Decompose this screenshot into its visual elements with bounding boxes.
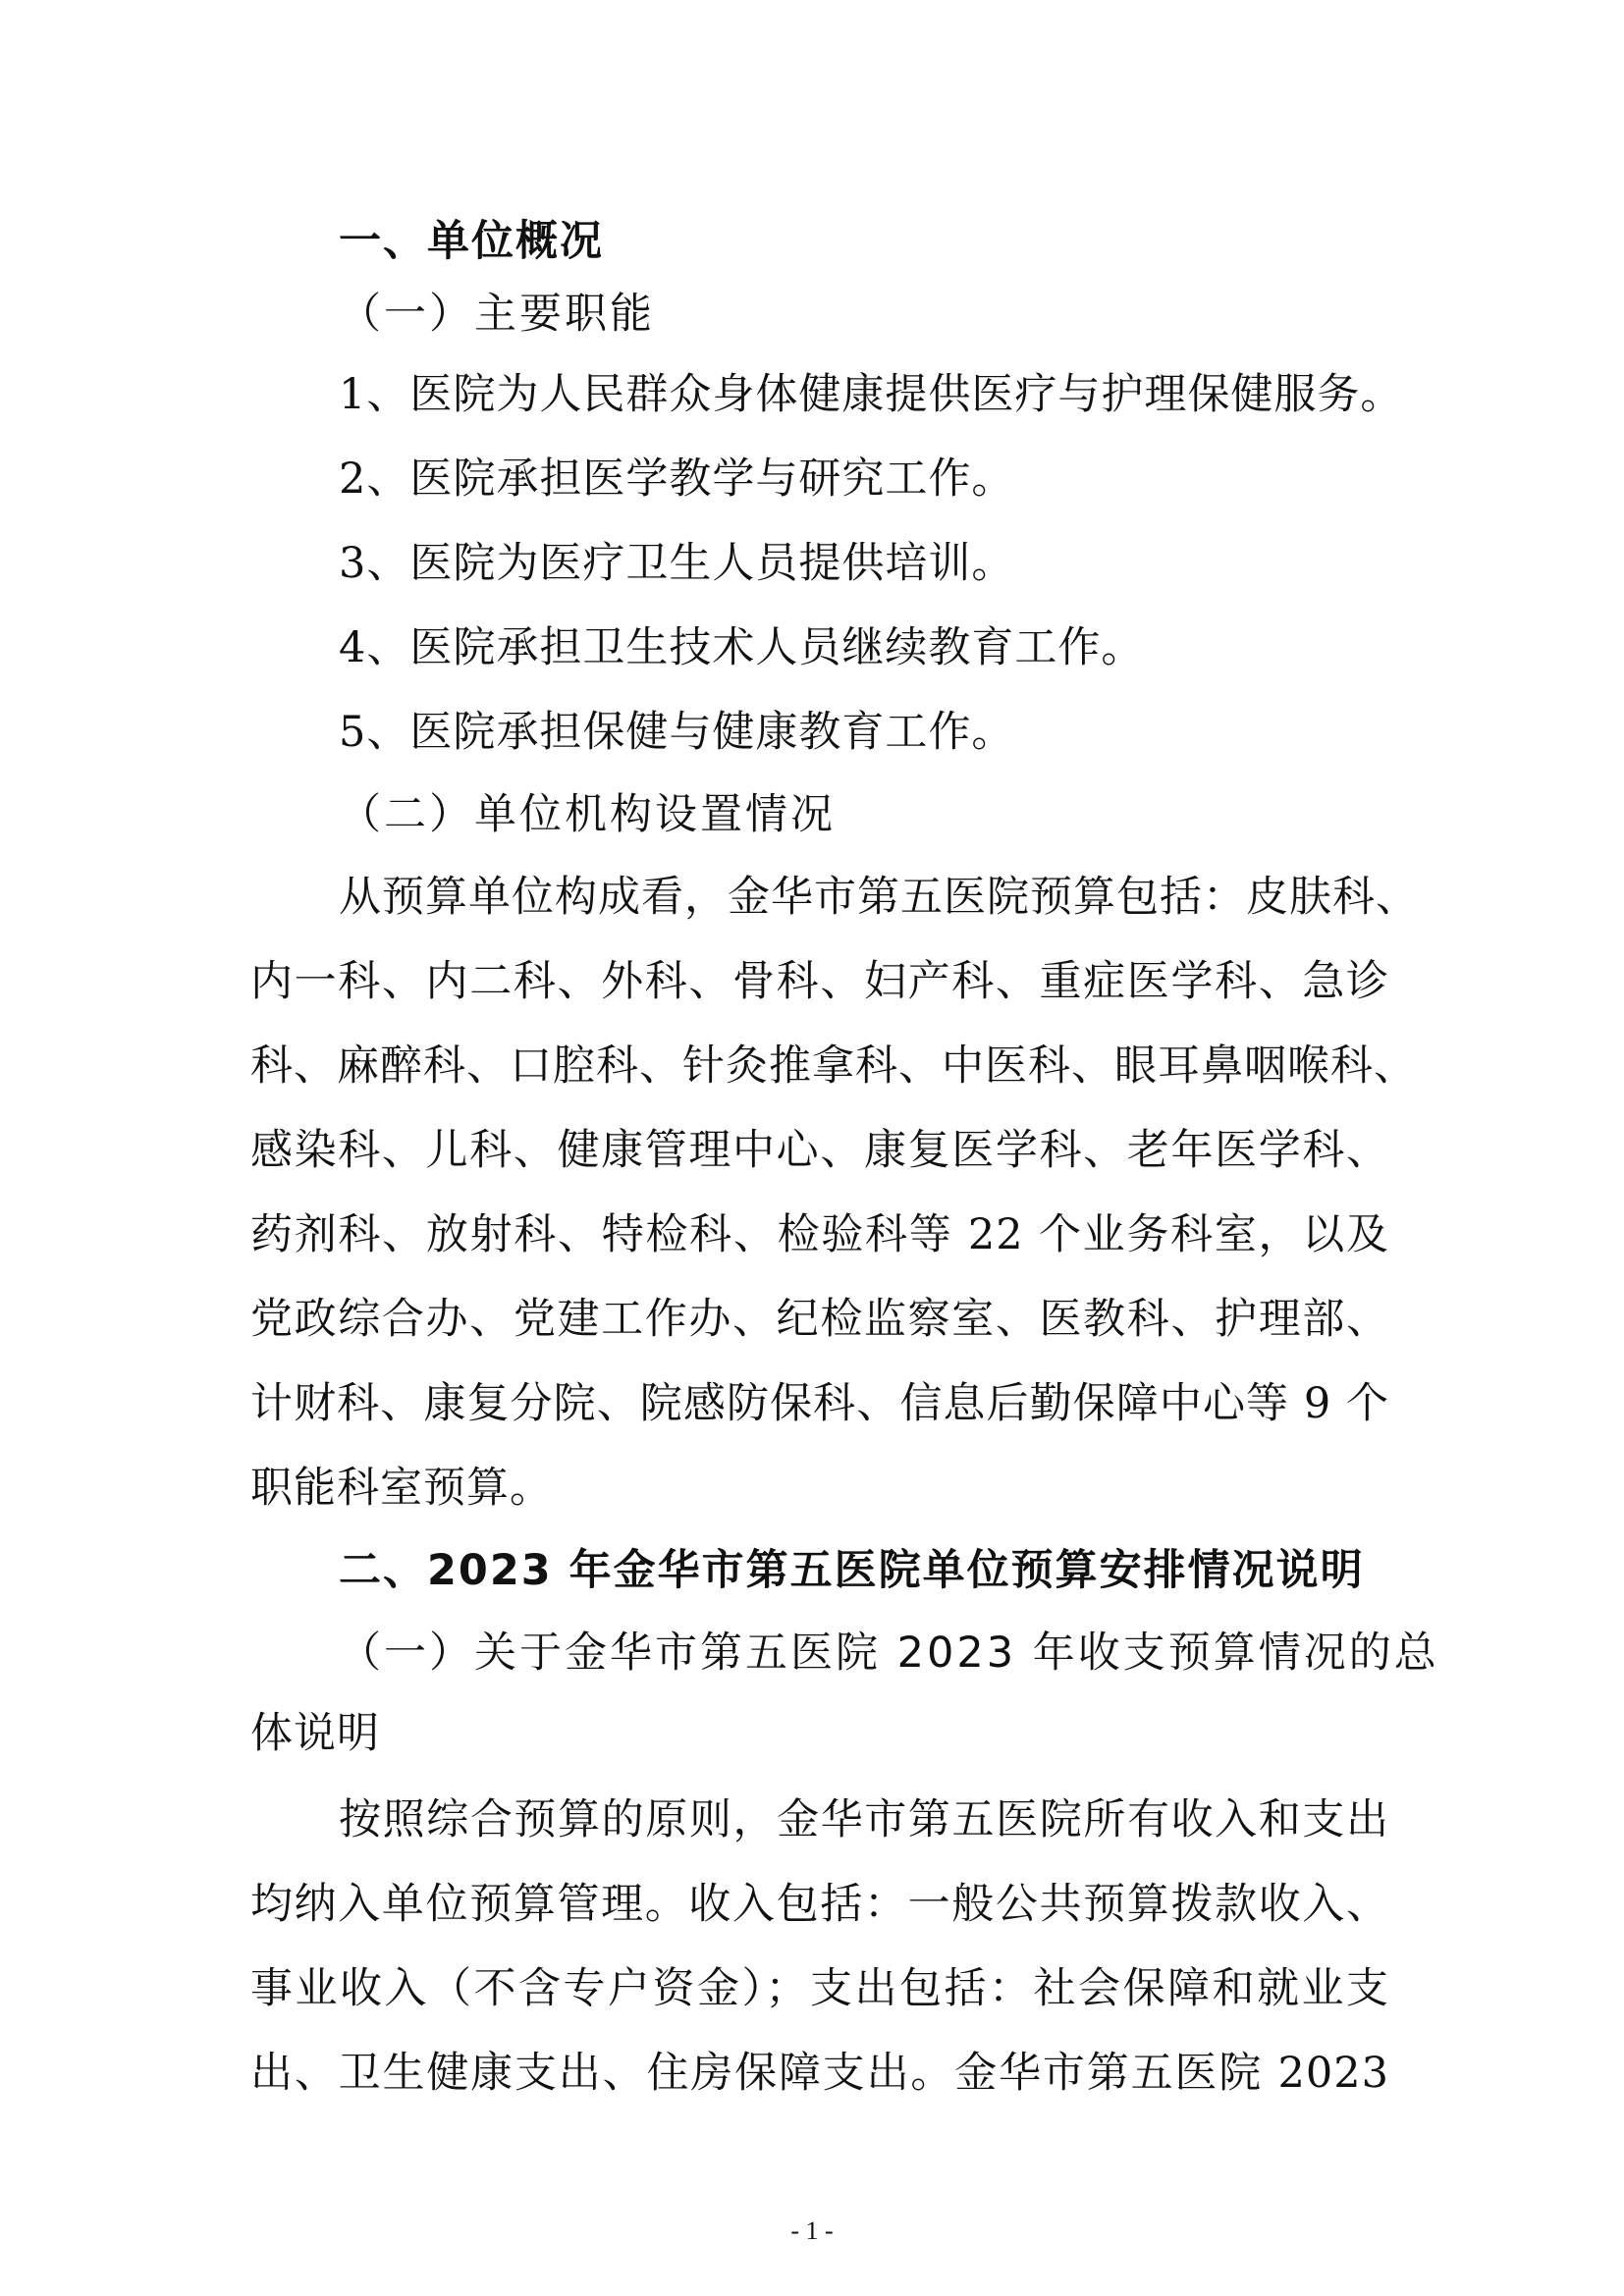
paragraph-line: 事业收入（不含专户资金）；支出包括：社会保障和就业支 [250, 1964, 1389, 2013]
function-item: 5、医院承担保健与健康教育工作。 [339, 708, 1015, 757]
paragraph-line: 职能科室预算。 [250, 1464, 553, 1513]
paragraph-line: 从预算单位构成看，金华市第五医院预算包括：皮肤科、 [339, 873, 1419, 922]
subsection-heading-budget-overview-cont: 体说明 [250, 1709, 380, 1758]
function-item: 4、医院承担卫生技术人员继续教育工作。 [339, 623, 1145, 672]
subsection-heading-org-structure: （二）单位机构设置情况 [339, 790, 836, 839]
subsection-heading-budget-overview: （一）关于金华市第五医院 2023 年收支预算情况的总 [339, 1629, 1439, 1678]
paragraph-line: 感染科、儿科、健康管理中心、康复医学科、老年医学科、 [250, 1126, 1389, 1175]
paragraph-line: 党政综合办、党建工作办、纪检监察室、医教科、护理部、 [250, 1295, 1389, 1344]
paragraph-line: 药剂科、放射科、特检科、检验科等 22 个业务科室，以及 [250, 1210, 1389, 1259]
paragraph-line: 均纳入单位预算管理。收入包括：一般公共预算拨款收入、 [250, 1880, 1389, 1929]
section-heading-budget-2023: 二、2023 年金华市第五医院单位预算安排情况说明 [339, 1546, 1365, 1595]
paragraph-line: 科、麻醉科、口腔科、针灸推拿科、中医科、眼耳鼻咽喉科、 [250, 1041, 1417, 1091]
function-item: 1、医院为人民群众身体健康提供医疗与护理保健服务。 [339, 370, 1404, 419]
section-heading-overview: 一、单位概况 [339, 217, 604, 266]
paragraph-line: 按照综合预算的原则，金华市第五医院所有收入和支出 [339, 1795, 1389, 1844]
function-item: 3、医院为医疗卫生人员提供培训。 [339, 539, 1015, 588]
page-number: - 1 - [790, 2216, 834, 2245]
paragraph-line: 内一科、内二科、外科、骨科、妇产科、重症医学科、急诊 [250, 957, 1389, 1006]
function-item: 2、医院承担医学教学与研究工作。 [339, 454, 1015, 504]
paragraph-line: 计财科、康复分院、院感防保科、信息后勤保障中心等 9 个 [250, 1379, 1389, 1428]
subsection-heading-main-functions: （一）主要职能 [339, 290, 655, 339]
paragraph-line: 出、卫生健康支出、住房保障支出。金华市第五医院 2023 [250, 2049, 1389, 2098]
